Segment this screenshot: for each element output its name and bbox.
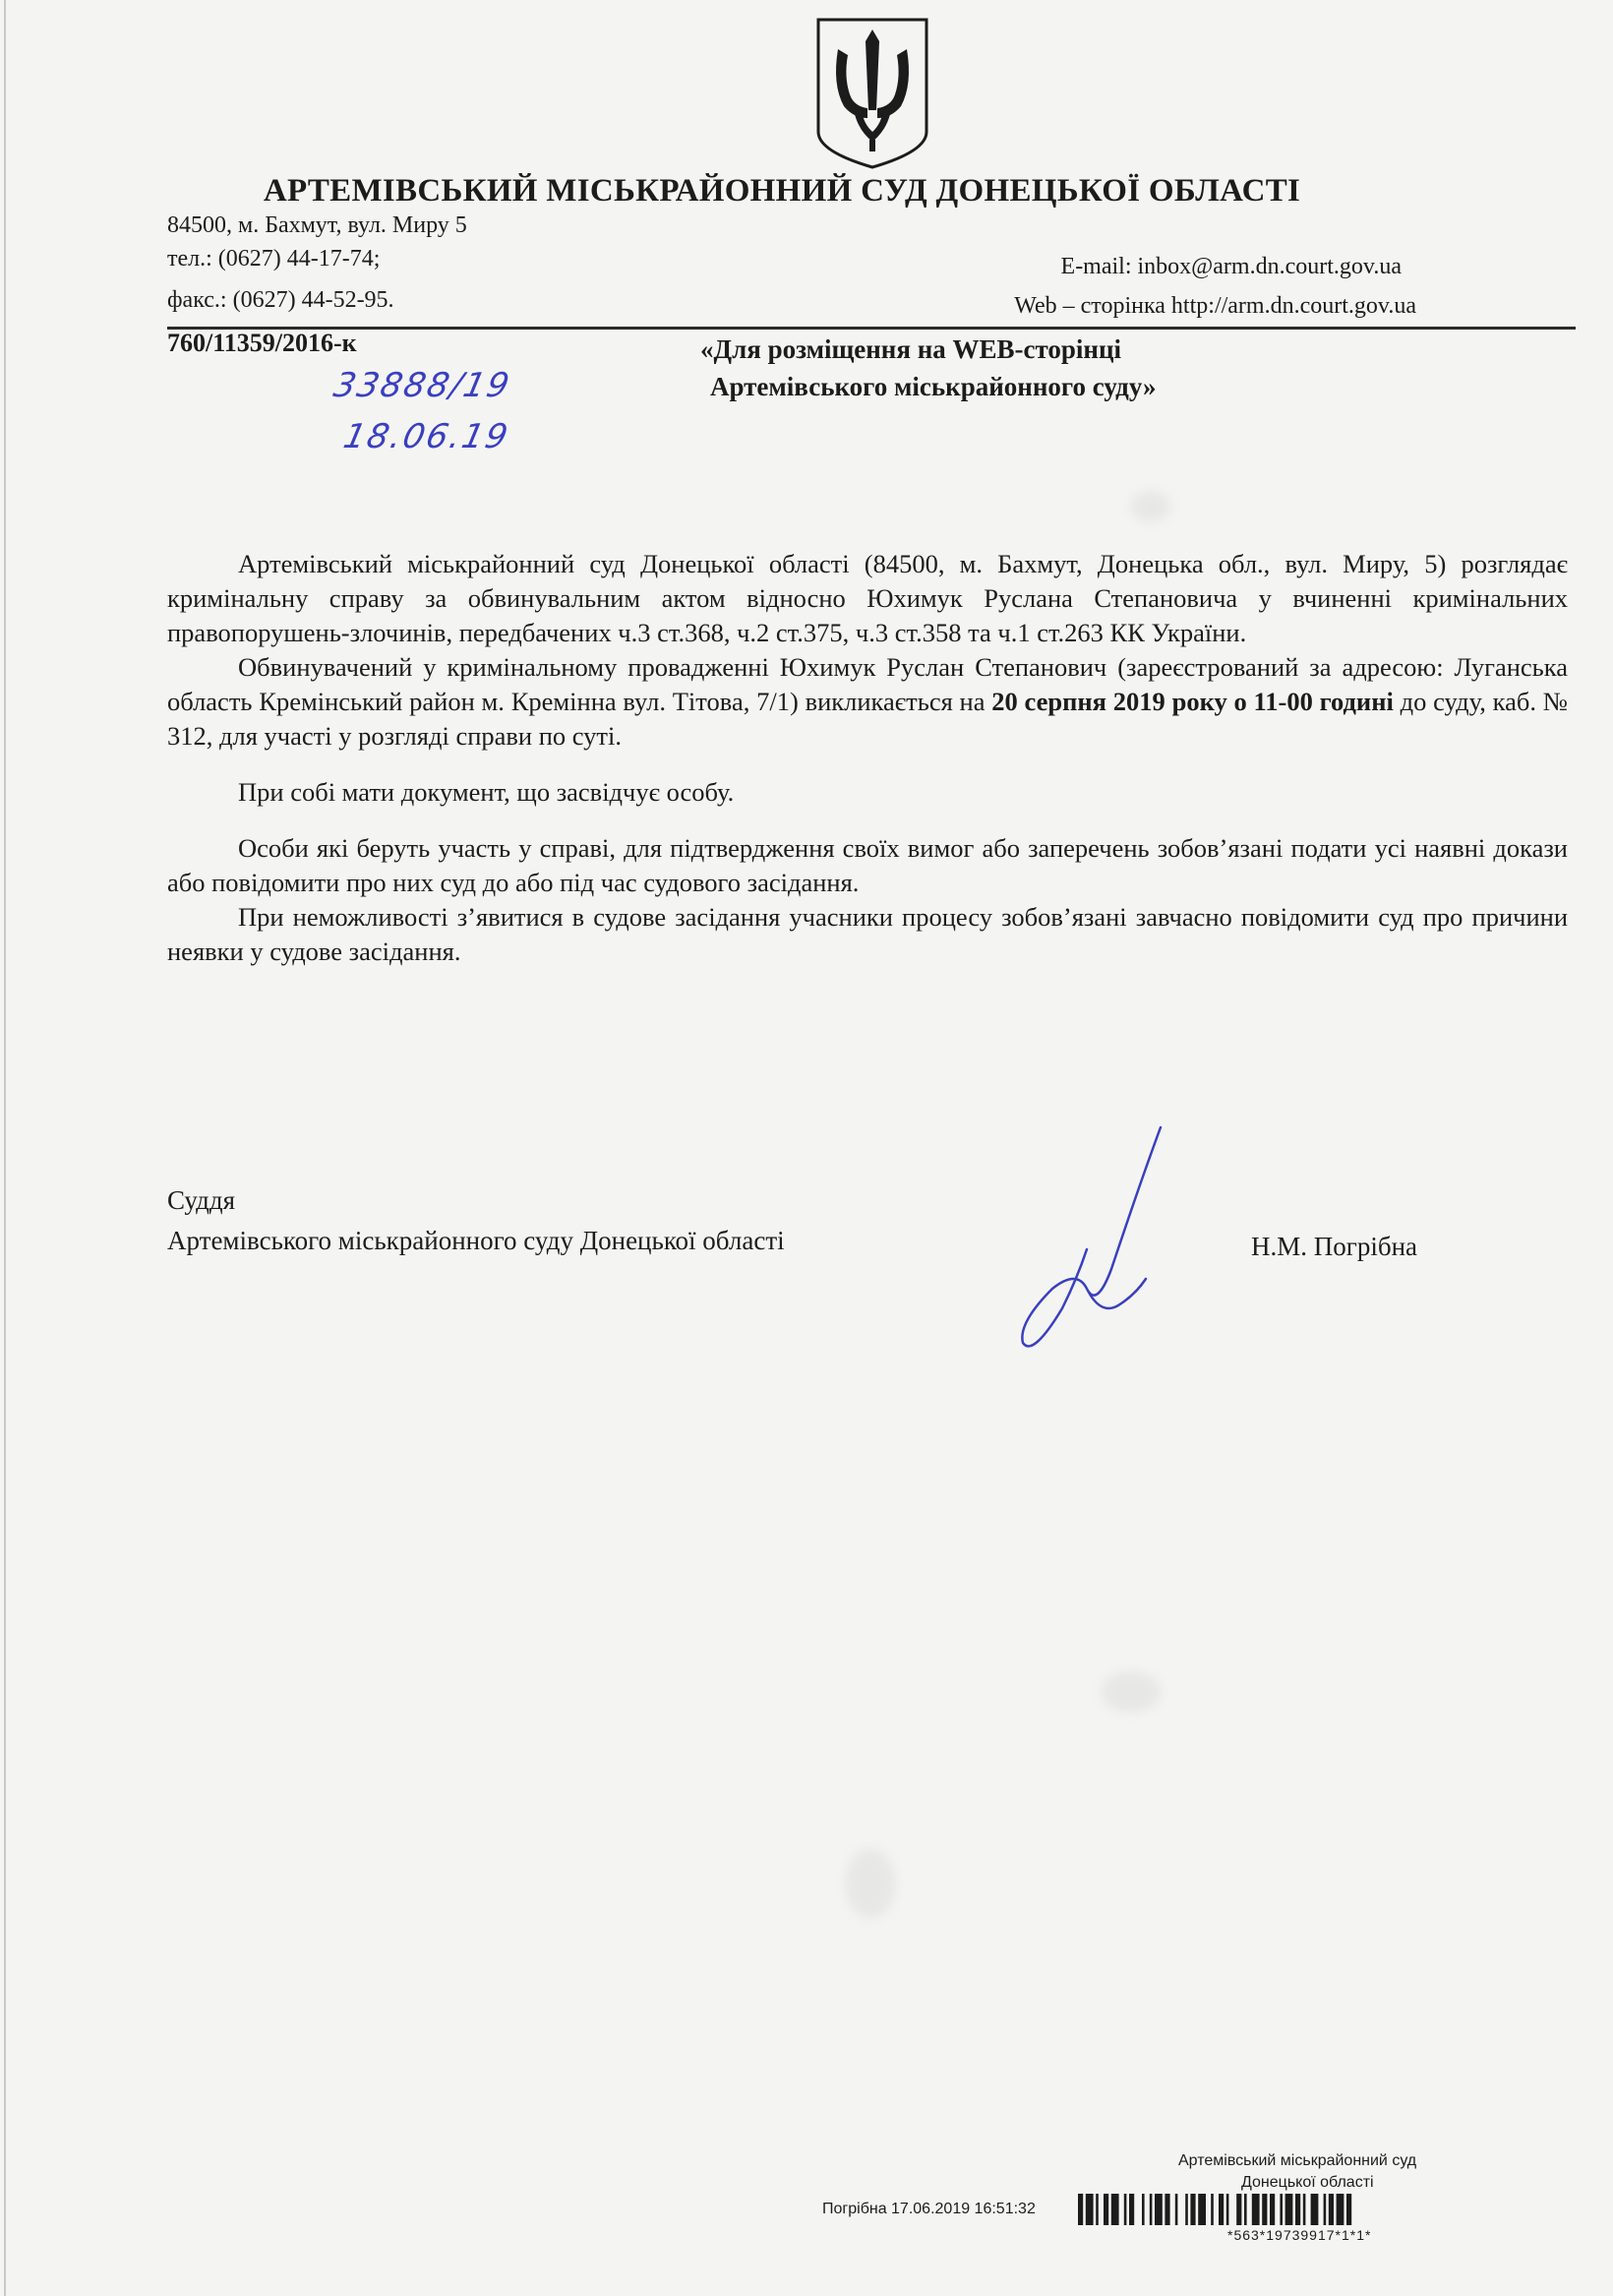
barcode-bar: [1311, 2194, 1319, 2225]
e-stamp-region: Донецької області: [1241, 2174, 1374, 2191]
court-title: АРТЕМІВСЬКИЙ МІСЬКРАЙОННИЙ СУД ДОНЕЦЬКОЇ ОБЛАСТІ: [263, 173, 1301, 209]
paragraph-evidence: Особи які беруть участь у справі, для підтвердження своїх вимог або заперечень зобов’язані подати усі наявні докази або повідомити про них суд до або під час судового засідання.: [167, 833, 1568, 897]
barcode-bar: [1078, 2194, 1083, 2225]
barcode-bar: [1155, 2194, 1163, 2225]
barcode-bar: [1175, 2194, 1178, 2225]
court-email: E-mail: inbox@arm.dn.court.gov.ua: [1060, 254, 1402, 279]
barcode-bar: [1295, 2194, 1300, 2225]
barcode-bar: [1198, 2194, 1206, 2225]
scan-smudge: [1102, 1672, 1161, 1712]
judge-name: Н.М. Погрібна: [1251, 1232, 1418, 1261]
scan-edge: [4, 0, 6, 2296]
e-stamp-court: Артемівський міськрайонний суд: [1178, 2152, 1417, 2169]
handwritten-signature: [993, 1121, 1190, 1358]
barcode-bar: [1150, 2194, 1153, 2225]
paragraph-summons: [167, 650, 1568, 754]
barcode-bar: [1190, 2194, 1195, 2225]
paragraph-absence: При неможливості з’явитися в судове засідання учасники процесу зобов’язані завчасно повідомити суд про причини неявки у судове засідання.: [167, 902, 1568, 966]
paragraph-id-document: При собі мати документ, що засвідчує особу.: [238, 777, 735, 807]
barcode-bar: [1142, 2194, 1145, 2225]
summons-text-end: до суду, каб. № 312, для участі у розгляді справи по суті.: [167, 687, 1568, 751]
summons-text-start: Обвинувачений у кримінальному провадженні Юхимук Руслан Степанович (зареєстрований за адресою: Луганська область Кремінський район м. Кремінна вул. Тітова, 7/1) викликається на: [167, 652, 1568, 716]
barcode-bar: [1262, 2194, 1267, 2225]
placement-line-2: Артемівського міськрайонного суду»: [710, 372, 1157, 401]
barcode-bar: [1270, 2194, 1275, 2225]
barcode-bar: [1185, 2194, 1188, 2225]
barcode-bar: [1324, 2194, 1327, 2225]
barcode-bar: [1329, 2194, 1334, 2225]
paragraph-case: Артемівський міськрайонний суд Донецької області (84500, м. Бахмут, Донецька обл., вул. Миру, 5) розглядає кримінальну справу за обвинувальним актом відносно Юхимук Руслана Степановича у вчиненні кримінальних правопорушень-злочинів, передбачених ч.3 ст.368, ч.2 ст.375, ч.3 ст.358 та ч.1 ст.263 КК України.: [167, 549, 1568, 647]
court-website: Web – сторінка http://arm.dn.court.gov.ua: [1014, 293, 1416, 319]
barcode-bar: [1303, 2194, 1306, 2225]
barcode-bar: [1165, 2194, 1169, 2225]
court-fax: факс.: (0627) 44-52-95.: [167, 287, 394, 313]
header-divider: [167, 327, 1576, 330]
barcode-bar: [1111, 2194, 1119, 2225]
barcode-bar: [1280, 2194, 1283, 2225]
handwritten-reg-number: 33888/19: [329, 366, 515, 405]
barcode-bar: [1252, 2194, 1260, 2225]
court-address: 84500, м. Бахмут, вул. Миру 5: [167, 212, 467, 238]
barcode-text: *563*19739917*1*1*: [1227, 2227, 1372, 2243]
placement-note: [700, 331, 1157, 405]
barcode-bar: [1226, 2194, 1229, 2225]
barcode-bar: [1211, 2194, 1214, 2225]
barcode-bar: [1346, 2194, 1351, 2225]
barcode-bar: [1096, 2194, 1099, 2225]
barcode-bar: [1219, 2194, 1224, 2225]
hearing-datetime: 20 серпня 2019 року о 11-00 годині: [991, 687, 1394, 716]
judge-title: Суддя: [167, 1185, 236, 1215]
barcode-bar: [1285, 2194, 1293, 2225]
coat-of-arms-icon: [814, 16, 930, 171]
barcode-bar: [1236, 2194, 1241, 2225]
notice-body: [167, 547, 1568, 969]
barcode-bar: [1104, 2194, 1108, 2225]
scan-smudge: [846, 1849, 895, 1918]
judge-court: Артемівського міськрайонного суду Донецької області: [167, 1226, 785, 1255]
barcode-bar: [1244, 2194, 1247, 2225]
barcode-bar: [1124, 2194, 1127, 2225]
barcode-bar: [1337, 2194, 1344, 2225]
court-phone: тел.: (0627) 44-17-74;: [167, 246, 381, 272]
handwritten-date: 18.06.19: [339, 417, 513, 456]
barcode-bar: [1086, 2194, 1094, 2225]
case-number: 760/11359/2016-к: [167, 329, 357, 357]
scan-smudge: [1131, 492, 1170, 521]
barcode-bar: [1129, 2194, 1134, 2225]
e-signature-timestamp: Погрібна 17.06.2019 16:51:32: [822, 2201, 1036, 2217]
placement-line-1: «Для розміщення на WEB-сторінці: [700, 334, 1122, 364]
